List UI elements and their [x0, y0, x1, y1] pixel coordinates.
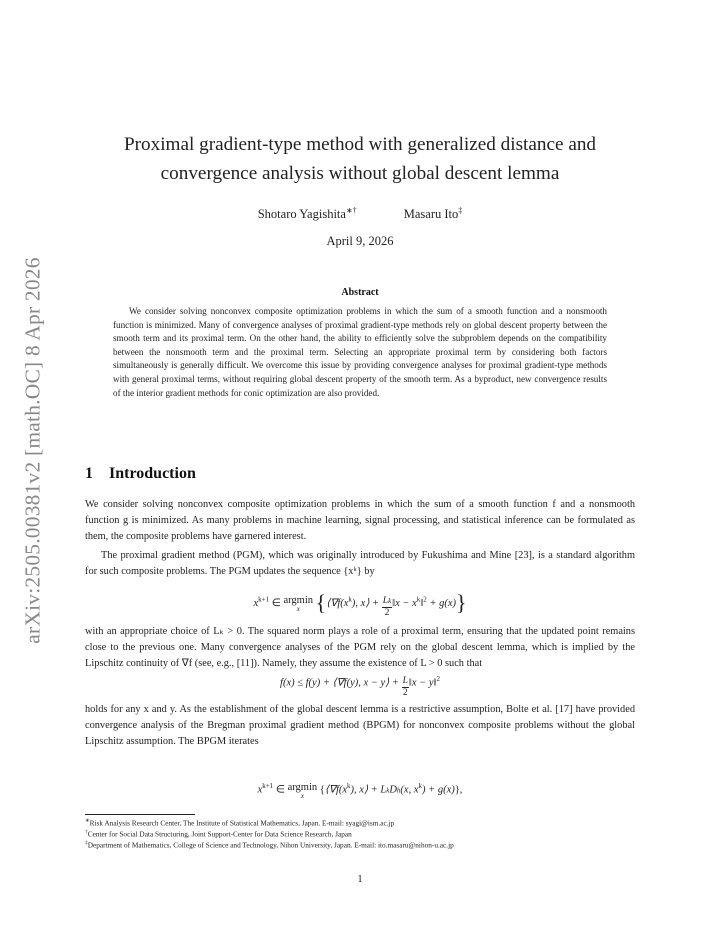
footnote-divider: [85, 814, 195, 815]
body-paragraph-4: holds for any x and y. As the establishment of the global descent lemma is a restrictive assumption, Bolte et al. [17] have provided convergence analysis of the Bregman proximal gradient method (BPGM) for nonconvex composite problems without the global Lipschitz assumption. The BPGM iterates: [85, 704, 635, 747]
author-2: [404, 206, 463, 222]
title-line-2: convergence analysis without global descent lemma: [160, 163, 560, 184]
footnote-1: ∗Risk Analysis Research Center, The Institute of Statistical Mathematics, Japan. E-mail: syagi@ism.ac.jp: [85, 818, 395, 828]
footnote-2: †Center for Social Data Structuring, Joint Support-Center for Data Science Research, Japan: [85, 829, 352, 839]
abstract-text: We consider solving nonconvex composite optimization problems in which the sum of a smooth function and a nonsmooth function is minimized. Many of convergence analyses of proximal gradient-type methods rely on global descent property between the smooth term and its proximal term. On the other hand, the ability to efficiently solve the subproblem depends on the compatibility between the nonsmooth term and the proximal term. Selecting an appropriate proximal term by considering both factors simultaneously is generally difficult. We overcome this issue by providing convergence analyses for proximal gradient-type methods with general proximal terms, without requiring global descent property of the smooth term. As a byproduct, new convergence results of the interior gradient methods for conic optimization are also provided.: [113, 306, 607, 398]
section-number: 1: [85, 465, 93, 482]
abstract-heading: Abstract: [341, 287, 379, 298]
section-heading: [85, 465, 196, 483]
footnote-3: ‡Department of Mathematics, College of Science and Technology, Nihon University, Japan. E-mail: ito.masaru@nihon-u.ac.jp: [85, 840, 454, 850]
equation-descent-lemma: f(x) ≤ f(y) + ⟨∇f(y), x − y⟩ + $\frac{L}{2}‖x$ − y‖$^2$: [280, 675, 440, 698]
body-paragraph-2: The proximal gradient method (PGM), which was originally introduced by Fukushima and Mine [23], is a standard algorithm for such composite problems. The PGM updates the sequence {xᵏ} by: [85, 550, 635, 577]
paper-title: [85, 130, 635, 188]
author-list: [85, 206, 635, 222]
arxiv-identifier: arXiv:2505.00381v2 [math.OC] 8 Apr 2026: [20, 256, 45, 644]
arxiv-sidebar-stamp: [18, 250, 48, 650]
paper-date: April 9, 2026: [326, 234, 394, 248]
author-1: [258, 206, 357, 222]
author-name: Masaru Ito: [403, 207, 459, 222]
author-affiliation-marks: ‡: [458, 206, 463, 215]
page-number: 1: [357, 874, 363, 885]
author-affiliation-marks: ∗†: [345, 206, 357, 215]
body-paragraph-1: We consider solving nonconvex composite optimization problems in which the sum of a smooth function f and a nonsmooth function g is minimized. As many problems in machine learning, signal processing, and statistical inference can be formulated as them, the composite problems have garnered interest.: [85, 499, 635, 542]
title-line-1: Proximal gradient-type method with generalized distance and: [123, 134, 597, 155]
body-paragraph-3: with an appropriate choice of Lₖ > 0. The squared norm plays a role of a proximal term, ensuring that the updated point remains close to the previous one. Many convergence analyses of the PGM rely on the global descent lemma, which is implied by the Lipschitz continuity of ∇f (see, e.g., [11]). Namely, they assume the existence of L > 0 such that: [85, 626, 635, 669]
equation-bpgm-update: $x^{k+1}$ ∈ argmin x {$⟨\nabla f(x^k)$, x⟩ + LkDh(x, $x^k) + g(x)$},: [257, 781, 463, 800]
author-name: Shotaro Yagishita: [257, 207, 346, 222]
section-title: Introduction: [109, 465, 196, 482]
equation-pgm-update: $x^{k+1}$ ∈ argmin x {$⟨\nabla f(x^k)$, x⟩ + $\frac{Lk}{2}‖x$ − $x^k‖^2 + g(x)$}: [253, 590, 467, 618]
